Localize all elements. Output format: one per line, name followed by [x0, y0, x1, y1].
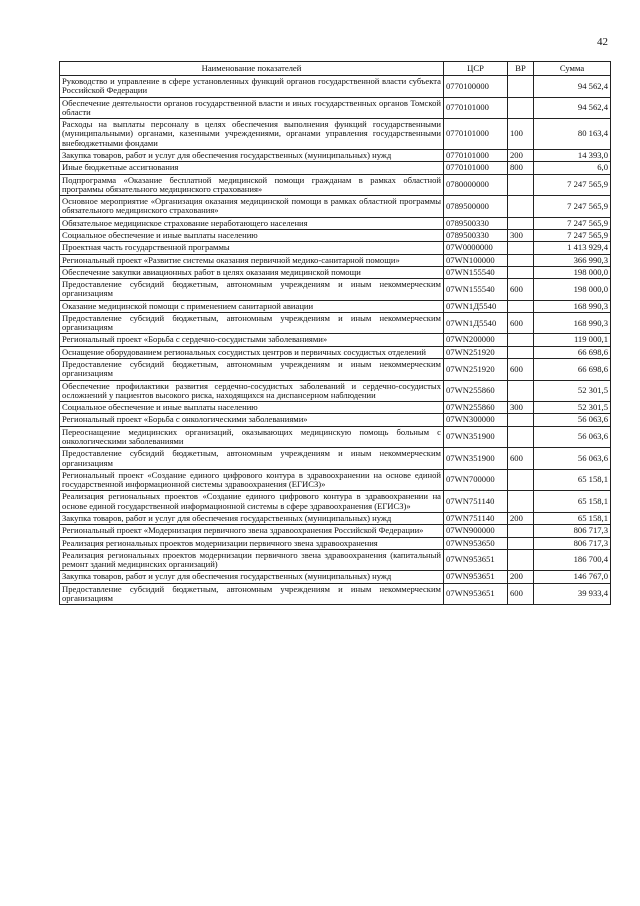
table-row [60, 242, 611, 254]
table-row [60, 254, 611, 266]
cell-csr: 07WN255860 [444, 402, 508, 414]
cell-vr [508, 217, 534, 229]
cell-name: Реализация региональных проектов модернизации первичного звена здравоохранения (капитальный ремонт зданий медицинских организаций) [60, 549, 444, 571]
cell-sum: 168 990,3 [534, 300, 611, 312]
cell-sum: 366 990,3 [534, 254, 611, 266]
cell-name: Оказание медицинской помощи с применением санитарной авиации [60, 300, 444, 312]
table-row [60, 76, 611, 98]
table-row [60, 537, 611, 549]
cell-csr: 0789500000 [444, 196, 508, 218]
cell-csr: 0770100000 [444, 76, 508, 98]
cell-sum: 198 000,0 [534, 279, 611, 301]
cell-name: Реализация региональных проектов модернизации первичного звена здравоохранения [60, 537, 444, 549]
cell-csr: 07WN953651 [444, 549, 508, 571]
cell-csr: 07WN255860 [444, 380, 508, 402]
cell-vr [508, 254, 534, 266]
cell-name: Иные бюджетные ассигнования [60, 162, 444, 174]
cell-vr [508, 300, 534, 312]
cell-vr [508, 97, 534, 119]
table-row [60, 491, 611, 513]
cell-csr: 07WN351900 [444, 426, 508, 448]
cell-name: Реализация региональных проектов «Создание единого цифрового контура в здравоохранении на основе единой государственной информационной системы в сфере здравоохранения (ЕГИСЗ)» [60, 491, 444, 513]
cell-vr [508, 266, 534, 278]
cell-csr: 0770101000 [444, 119, 508, 150]
cell-csr: 07WN351900 [444, 448, 508, 470]
table-row [60, 448, 611, 470]
cell-sum: 7 247 565,9 [534, 217, 611, 229]
cell-sum: 94 562,4 [534, 97, 611, 119]
cell-vr: 600 [508, 279, 534, 301]
table-row [60, 469, 611, 491]
cell-vr: 800 [508, 162, 534, 174]
table-row [60, 300, 611, 312]
cell-sum: 65 158,1 [534, 469, 611, 491]
table-row [60, 174, 611, 196]
cell-vr [508, 174, 534, 196]
cell-csr: 07WN1Д5540 [444, 312, 508, 334]
cell-name: Обеспечение деятельности органов государственной власти и иных государственных органов Томской области [60, 97, 444, 119]
cell-name: Основное мероприятие «Организация оказания медицинской помощи в рамках областной программы обязательного медицинского страхования» [60, 196, 444, 218]
cell-vr [508, 196, 534, 218]
cell-vr: 200 [508, 512, 534, 524]
cell-csr: 07WN1Д5540 [444, 300, 508, 312]
cell-name: Подпрограмма «Оказание бесплатной медицинской помощи гражданам в рамках областной программы обязательного медицинского страхования» [60, 174, 444, 196]
table-row [60, 266, 611, 278]
header-vr: ВР [508, 62, 534, 76]
cell-sum: 198 000,0 [534, 266, 611, 278]
cell-sum: 806 717,3 [534, 525, 611, 537]
cell-vr [508, 525, 534, 537]
table-row [60, 334, 611, 346]
cell-csr: 07WN751140 [444, 512, 508, 524]
cell-sum: 56 063,6 [534, 448, 611, 470]
cell-csr: 0770101000 [444, 149, 508, 161]
cell-csr: 07WN251920 [444, 359, 508, 381]
table-row [60, 583, 611, 605]
cell-csr: 0770101000 [444, 97, 508, 119]
cell-sum: 806 717,3 [534, 537, 611, 549]
cell-sum: 52 301,5 [534, 380, 611, 402]
cell-name: Закупка товаров, работ и услуг для обеспечения государственных (муниципальных) нужд [60, 149, 444, 161]
table-row [60, 525, 611, 537]
cell-sum: 65 158,1 [534, 491, 611, 513]
table-row [60, 414, 611, 426]
cell-name: Предоставление субсидий бюджетным, автономным учреждениям и иным некоммерческим организациям [60, 359, 444, 381]
cell-sum: 80 163,4 [534, 119, 611, 150]
cell-sum: 7 247 565,9 [534, 174, 611, 196]
cell-sum: 146 767,0 [534, 571, 611, 583]
header-name: Наименование показателей [60, 62, 444, 76]
cell-vr: 100 [508, 119, 534, 150]
cell-sum: 94 562,4 [534, 76, 611, 98]
table-header-row [60, 62, 611, 76]
cell-vr: 600 [508, 312, 534, 334]
cell-vr: 200 [508, 571, 534, 583]
cell-vr [508, 242, 534, 254]
table-row [60, 380, 611, 402]
cell-csr: 07WN900000 [444, 525, 508, 537]
cell-csr: 0789500330 [444, 229, 508, 241]
table-row [60, 312, 611, 334]
table-row [60, 196, 611, 218]
cell-sum: 168 990,3 [534, 312, 611, 334]
cell-name: Региональный проект «Борьба с сердечно-сосудистыми заболеваниями» [60, 334, 444, 346]
cell-vr [508, 414, 534, 426]
cell-vr [508, 537, 534, 549]
table-row [60, 359, 611, 381]
cell-name: Предоставление субсидий бюджетным, автономным учреждениям и иным некоммерческим организациям [60, 279, 444, 301]
cell-sum: 7 247 565,9 [534, 196, 611, 218]
cell-name: Предоставление субсидий бюджетным, автономным учреждениям и иным некоммерческим организациям [60, 312, 444, 334]
cell-csr: 0770101000 [444, 162, 508, 174]
cell-vr: 600 [508, 583, 534, 605]
cell-name: Региональный проект «Модернизация первичного звена здравоохранения Российской Федерации» [60, 525, 444, 537]
cell-name: Предоставление субсидий бюджетным, автономным учреждениям и иным некоммерческим организациям [60, 448, 444, 470]
cell-csr: 07WN953651 [444, 583, 508, 605]
cell-vr [508, 76, 534, 98]
cell-sum: 1 413 929,4 [534, 242, 611, 254]
cell-name: Региональный проект «Борьба с онкологическими заболеваниями» [60, 414, 444, 426]
cell-name: Переоснащение медицинских организаций, оказывающих медицинскую помощь больным с онкологическими заболеваниями [60, 426, 444, 448]
cell-vr [508, 469, 534, 491]
table-row [60, 97, 611, 119]
cell-vr [508, 549, 534, 571]
cell-vr [508, 334, 534, 346]
cell-name: Предоставление субсидий бюджетным, автономным учреждениям и иным некоммерческим организациям [60, 583, 444, 605]
header-csr: ЦСР [444, 62, 508, 76]
budget-table [59, 61, 611, 605]
cell-sum: 56 063,6 [534, 414, 611, 426]
cell-csr: 07WN300000 [444, 414, 508, 426]
cell-name: Региональный проект «Создание единого цифрового контура в здравоохранении на основе единой государственной информационной системы здравоохранения (ЕГИСЗ)» [60, 469, 444, 491]
cell-sum: 56 063,6 [534, 426, 611, 448]
cell-sum: 52 301,5 [534, 402, 611, 414]
cell-sum: 14 393,0 [534, 149, 611, 161]
cell-sum: 65 158,1 [534, 512, 611, 524]
cell-sum: 7 247 565,9 [534, 229, 611, 241]
header-sum: Сумма [534, 62, 611, 76]
table-body [60, 76, 611, 605]
cell-csr: 07WN251920 [444, 346, 508, 358]
page-number: 42 [597, 36, 608, 48]
cell-vr: 300 [508, 402, 534, 414]
table-row [60, 346, 611, 358]
cell-name: Закупка товаров, работ и услуг для обеспечения государственных (муниципальных) нужд [60, 512, 444, 524]
table-row [60, 229, 611, 241]
cell-name: Социальное обеспечение и иные выплаты населению [60, 402, 444, 414]
cell-csr: 07WN155540 [444, 279, 508, 301]
cell-csr: 07WN953650 [444, 537, 508, 549]
cell-sum: 119 000,1 [534, 334, 611, 346]
cell-vr: 300 [508, 229, 534, 241]
cell-sum: 186 700,4 [534, 549, 611, 571]
cell-csr: 07WN100000 [444, 254, 508, 266]
cell-name: Руководство и управление в сфере установленных функций органов государственной власти субъекта Российской Федерации [60, 76, 444, 98]
table-row [60, 402, 611, 414]
table-row [60, 279, 611, 301]
cell-sum: 66 698,6 [534, 346, 611, 358]
cell-name: Социальное обеспечение и иные выплаты населению [60, 229, 444, 241]
table-row [60, 119, 611, 150]
table-row [60, 162, 611, 174]
cell-vr: 200 [508, 149, 534, 161]
cell-vr [508, 426, 534, 448]
cell-vr [508, 380, 534, 402]
table-row [60, 549, 611, 571]
cell-name: Обеспечение профилактики развития сердечно-сосудистых заболеваний и сердечно-сосудистых осложнений у пациентов высокого риска, находящихся на диспансерном наблюдении [60, 380, 444, 402]
cell-name: Обеспечение закупки авиационных работ в целях оказания медицинской помощи [60, 266, 444, 278]
cell-name: Обязательное медицинское страхование неработающего населения [60, 217, 444, 229]
cell-csr: 0780000000 [444, 174, 508, 196]
cell-name: Оснащение оборудованием региональных сосудистых центров и первичных сосудистых отделений [60, 346, 444, 358]
cell-csr: 07WN953651 [444, 571, 508, 583]
cell-csr: 0789500330 [444, 217, 508, 229]
cell-vr [508, 491, 534, 513]
cell-sum: 6,0 [534, 162, 611, 174]
cell-csr: 07WN700000 [444, 469, 508, 491]
table-row [60, 149, 611, 161]
table-row [60, 571, 611, 583]
cell-csr: 07W0000000 [444, 242, 508, 254]
cell-name: Расходы на выплаты персоналу в целях обеспечения выполнения функций государственными (муниципальными) органами, казенными учреждениями, органами управления государственными внебюджетными фондами [60, 119, 444, 150]
cell-name: Проектная часть государственной программы [60, 242, 444, 254]
cell-vr [508, 346, 534, 358]
cell-name: Закупка товаров, работ и услуг для обеспечения государственных (муниципальных) нужд [60, 571, 444, 583]
cell-sum: 39 933,4 [534, 583, 611, 605]
cell-name: Региональный проект «Развитие системы оказания первичной медико-санитарной помощи» [60, 254, 444, 266]
cell-csr: 07WN751140 [444, 491, 508, 513]
cell-vr: 600 [508, 448, 534, 470]
cell-vr: 600 [508, 359, 534, 381]
table-row [60, 426, 611, 448]
table-row [60, 512, 611, 524]
cell-sum: 66 698,6 [534, 359, 611, 381]
cell-csr: 07WN200000 [444, 334, 508, 346]
cell-csr: 07WN155540 [444, 266, 508, 278]
table-row [60, 217, 611, 229]
